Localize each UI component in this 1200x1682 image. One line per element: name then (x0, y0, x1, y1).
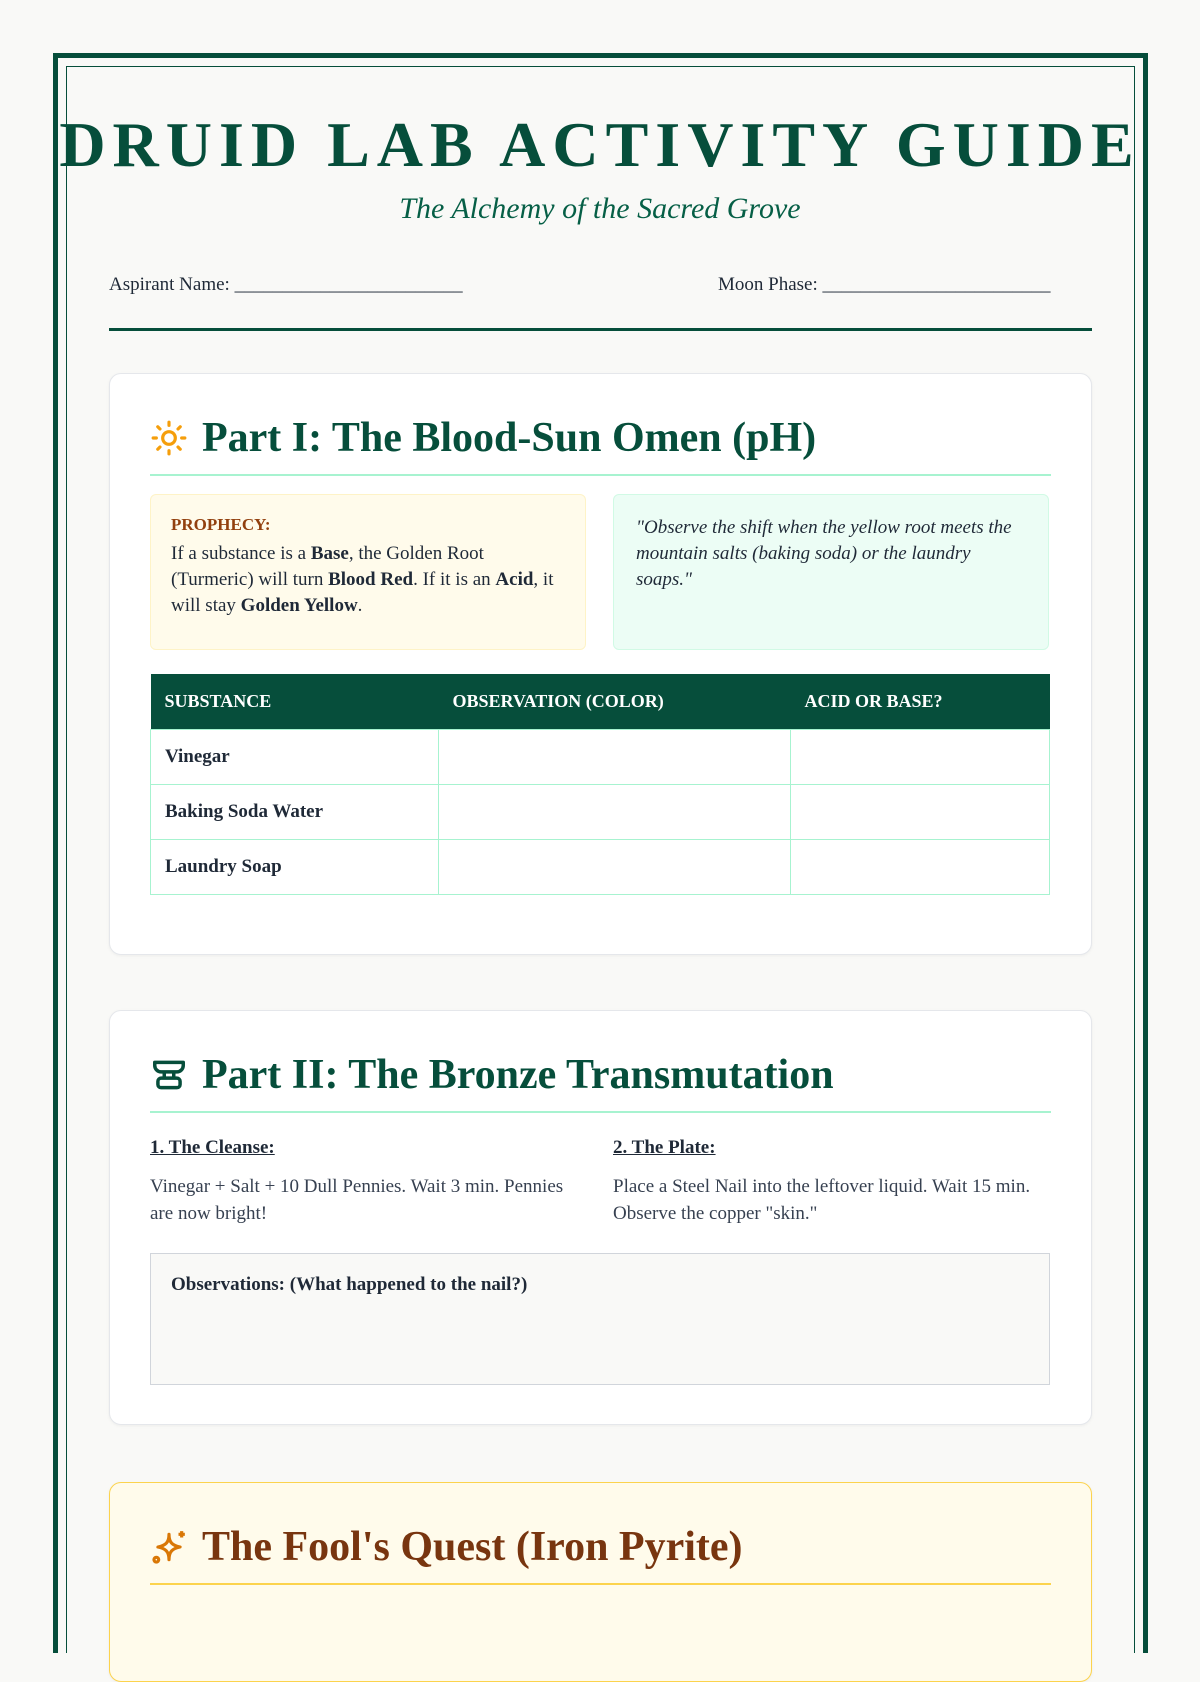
prophecy-emphasis: Golden Yellow (240, 595, 358, 616)
column-header: OBSERVATION (COLOR) (439, 674, 791, 729)
prophecy-segment: , it will stay (171, 569, 554, 616)
part3-card (109, 1482, 1092, 1682)
substance-cell: Vinegar (151, 729, 439, 784)
anvil-icon (150, 1056, 188, 1094)
page-subtitle: The Alchemy of the Sacred Grove (399, 192, 801, 225)
column-header: SUBSTANCE (151, 674, 439, 729)
part2-card (109, 1010, 1092, 1425)
prophecy-text (171, 541, 565, 619)
step-plate (613, 1137, 1053, 1227)
step1-title: 1. The Cleanse: (150, 1137, 275, 1158)
substance-cell: Laundry Soap (151, 839, 439, 894)
part2-title: Part II: The Bronze Transmutation (202, 1052, 834, 1098)
part1-card (109, 373, 1092, 955)
sun-icon (150, 419, 188, 457)
sparkles-icon (150, 1528, 188, 1566)
prophecy-emphasis: Base (310, 543, 349, 564)
aspirant-name-field[interactable]: Aspirant Name: ________________________ (109, 274, 463, 295)
part1-heading (150, 414, 1051, 476)
prophecy-segment: . If it is an (413, 569, 496, 590)
page-title: DRUID LAB ACTIVITY GUIDE (59, 109, 1141, 180)
answer-cell[interactable] (791, 729, 1050, 784)
quote-box: "Observe the shift when the yellow root meets the mountain salts (baking soda) or the laundry soaps." (613, 494, 1049, 650)
ph-table (150, 674, 1050, 895)
substance-cell: Baking Soda Water (151, 784, 439, 839)
prophecy-segment: If a substance is a (171, 543, 311, 564)
answer-cell[interactable] (439, 839, 791, 894)
prophecy-segment: , the Golden Root (Turmeric) will turn (171, 543, 484, 590)
table-row (151, 729, 1050, 784)
answer-cell[interactable] (791, 839, 1050, 894)
step-cleanse (150, 1137, 590, 1227)
prophecy-box (150, 494, 586, 650)
answer-cell[interactable] (439, 784, 791, 839)
answer-cell[interactable] (791, 784, 1050, 839)
step1-text: Vinegar + Salt + 10 Dull Pennies. Wait 3 min. Pennies are now bright! (150, 1176, 564, 1224)
table-row (151, 839, 1050, 894)
answer-cell[interactable] (439, 729, 791, 784)
prophecy-emphasis: Blood Red (328, 569, 414, 590)
prophecy-segment: . (357, 595, 363, 616)
part1-title: Part I: The Blood-Sun Omen (pH) (202, 415, 817, 461)
part2-heading (150, 1051, 1051, 1113)
header-divider (109, 328, 1092, 331)
part3-heading (150, 1523, 1051, 1585)
moon-phase-field[interactable]: Moon Phase: ________________________ (718, 274, 1051, 295)
prophecy-label: PROPHECY: (171, 515, 271, 534)
column-header: ACID OR BASE? (791, 674, 1050, 729)
step2-title: 2. The Plate: (613, 1137, 716, 1158)
observations-box[interactable]: Observations: (What happened to the nail?) (150, 1253, 1050, 1385)
prophecy-emphasis: Acid (495, 569, 534, 590)
table-row (151, 784, 1050, 839)
part3-title: The Fool's Quest (Iron Pyrite) (202, 1524, 743, 1570)
step2-text: Place a Steel Nail into the leftover liquid. Wait 15 min. Observe the copper "skin." (613, 1176, 1031, 1224)
